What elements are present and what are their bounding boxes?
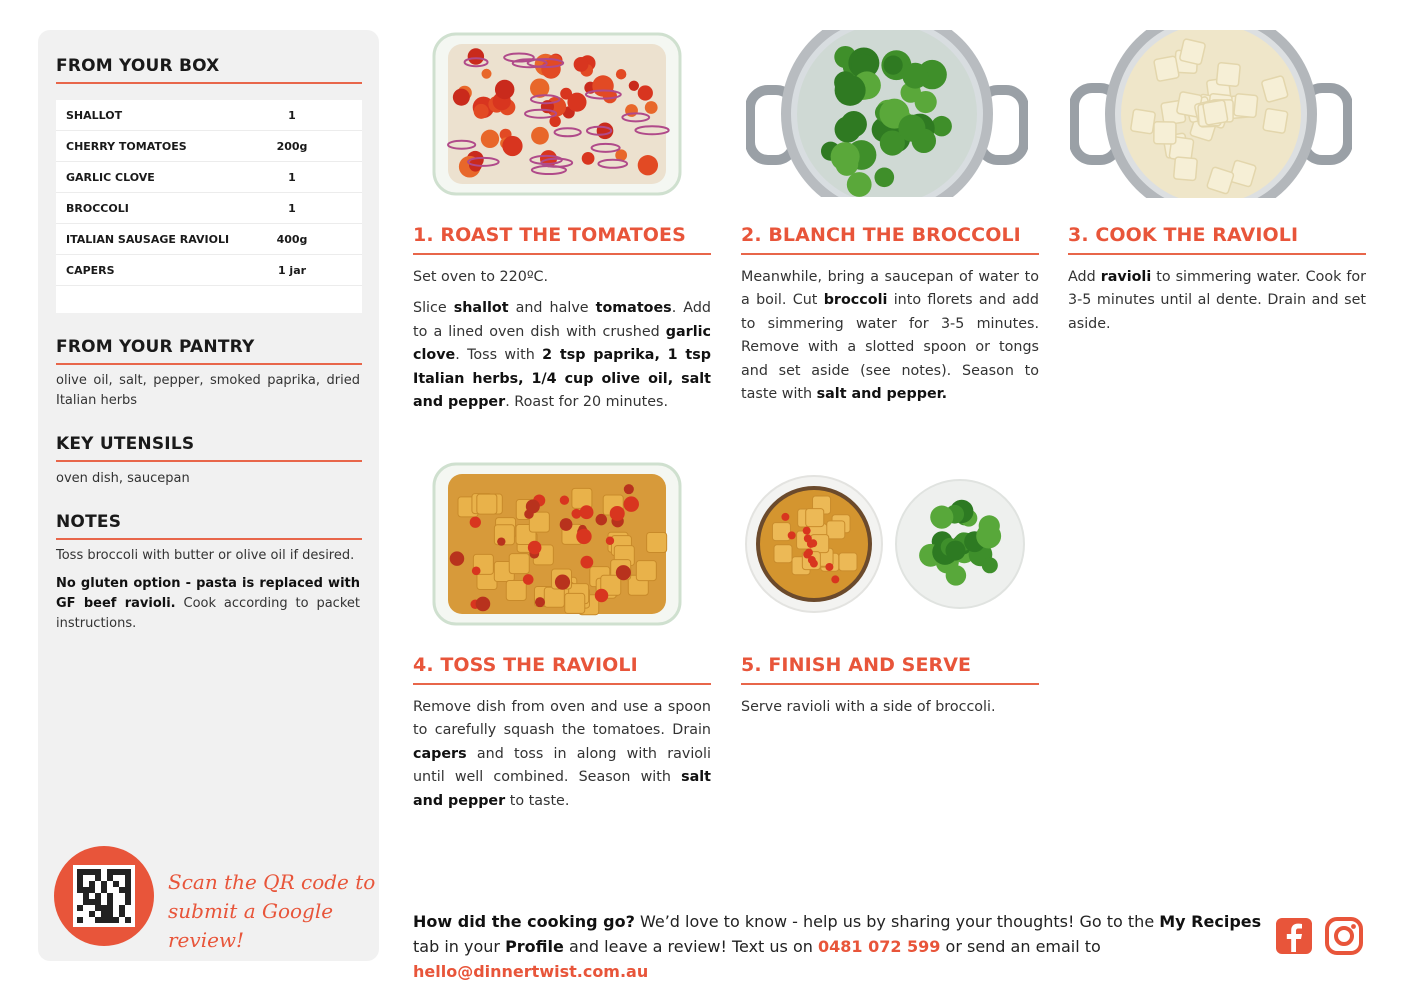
broccoli-pot-photo xyxy=(746,30,1028,198)
step-4-title: 4. TOSS THE RAVIOLI xyxy=(413,654,638,676)
photo-detail xyxy=(772,523,790,541)
photo-detail xyxy=(835,75,866,106)
text-run: tab in your xyxy=(413,937,506,956)
notes-bold: No gluten option - pasta is replaced with GF beef ravioli. xyxy=(56,576,360,611)
photo-detail xyxy=(884,55,903,74)
photo-detail xyxy=(982,557,998,573)
photo-detail xyxy=(468,48,484,64)
photo-detail xyxy=(945,541,965,561)
ingredients-table xyxy=(56,100,362,313)
text-run: ravioli xyxy=(1100,269,1152,285)
photo-detail xyxy=(531,127,549,145)
photo-detail xyxy=(528,541,542,555)
photo-detail xyxy=(629,81,639,91)
divider xyxy=(741,253,1039,255)
text-run: Remove dish from oven and use a spoon to carefully squash the tomatoes. Drain xyxy=(413,699,711,739)
text-run: We’d love to know - help us by sharing your thoughts! Go to the xyxy=(634,912,1160,931)
tossed-ravioli-photo xyxy=(430,460,684,628)
photo-detail xyxy=(572,488,592,508)
photo-detail xyxy=(576,529,591,544)
step-5-text xyxy=(741,696,1039,727)
text-run: 2 tsp paprika, 1 tsp Italian herbs, 1/4 cup olive oil, salt and pepper xyxy=(413,347,711,411)
ingredient-name: GARLIC CLOVE xyxy=(66,170,155,184)
photo-detail xyxy=(472,566,481,575)
text-run: capers xyxy=(413,745,467,762)
photo-detail xyxy=(1203,100,1228,125)
text-run: Serve ravioli with a side of broccoli. xyxy=(741,699,996,715)
text-run: . Toss with xyxy=(455,347,543,364)
pantry-text: olive oil, salt, pepper, smoked paprika, dried Italian herbs xyxy=(56,373,360,408)
photo-detail xyxy=(476,597,491,612)
photo-detail xyxy=(827,521,845,539)
facebook-icon[interactable] xyxy=(1274,916,1314,956)
text-run: salt and pepper. xyxy=(816,386,948,403)
text-run: Meanwhile, bring a saucepan of water to a boil. Cut xyxy=(741,269,1039,309)
photo-detail xyxy=(624,484,634,494)
photo-detail xyxy=(835,116,861,142)
photo-detail xyxy=(1154,122,1176,144)
utensils-text: oven dish, saucepan xyxy=(56,471,190,486)
photo-detail xyxy=(567,93,586,112)
photo-detail xyxy=(645,101,658,114)
step-1-paragraph-2 xyxy=(413,297,711,414)
qr-module xyxy=(125,917,131,923)
step-2-text xyxy=(741,266,1039,414)
photo-detail xyxy=(930,506,953,529)
photo-detail xyxy=(453,89,470,106)
photo-detail xyxy=(805,548,813,556)
step-4-text xyxy=(413,696,711,821)
divider xyxy=(56,82,362,84)
photo-detail xyxy=(574,57,589,72)
photo-detail xyxy=(565,593,585,613)
text-run: broccoli xyxy=(823,292,888,309)
photo-detail xyxy=(616,565,631,580)
text-run: and halve xyxy=(508,300,596,317)
contact-link[interactable]: 0481 072 599 xyxy=(817,937,941,956)
text-run: or send an email to xyxy=(940,937,1101,956)
photo-detail xyxy=(647,533,667,553)
photo-detail xyxy=(1263,108,1288,133)
photo-detail xyxy=(1179,39,1205,65)
photo-detail xyxy=(571,509,581,519)
step-1-text xyxy=(413,266,711,422)
photo-detail xyxy=(596,514,607,525)
photo-detail xyxy=(902,63,928,89)
photo-detail xyxy=(1216,63,1240,87)
step-5-title: 5. FINISH AND SERVE xyxy=(741,654,972,676)
photo-detail xyxy=(835,153,858,176)
photo-detail xyxy=(509,554,529,574)
photo-detail xyxy=(555,575,570,590)
sidebar xyxy=(38,30,379,961)
photo-detail xyxy=(482,69,492,79)
photo-detail xyxy=(535,597,545,607)
photo-detail xyxy=(825,563,833,571)
step-3-text xyxy=(1068,266,1366,344)
photo-detail xyxy=(497,537,505,545)
photo-detail xyxy=(560,518,573,531)
from-your-pantry-heading: FROM YOUR PANTRY xyxy=(56,337,255,357)
photo-detail xyxy=(1261,75,1288,102)
photo-detail xyxy=(481,130,499,148)
table-row xyxy=(56,224,362,255)
photo-detail xyxy=(450,551,464,565)
divider xyxy=(56,460,362,462)
photo-detail xyxy=(1234,94,1258,118)
notes-text-2 xyxy=(56,574,360,634)
divider xyxy=(56,363,362,365)
ravioli-pot-photo xyxy=(1070,30,1352,198)
notes-text-1: Toss broccoli with butter or olive oil if desired. xyxy=(56,548,355,563)
text-run: to simmering water. Cook for 3-5 minutes until al dente. Drain and set aside. xyxy=(1068,269,1366,332)
text-run: Profile xyxy=(505,937,564,956)
photo-detail xyxy=(526,499,540,513)
notes-rest: Cook according to packet instructions. xyxy=(56,596,360,631)
photo-detail xyxy=(595,589,608,602)
photo-detail xyxy=(638,155,658,175)
text-run: into florets and add to simmering water for 3-5 minutes. Remove with a slotted spoon or tongs and set aside (see notes). Season to taste with xyxy=(741,292,1040,403)
table-row xyxy=(56,193,362,224)
contact-link[interactable]: hello@dinnertwist.com.au xyxy=(413,962,649,981)
photo-detail xyxy=(1130,109,1155,134)
photo-detail xyxy=(806,509,824,527)
step-2-paragraph-1 xyxy=(741,266,1039,406)
photo-detail xyxy=(774,545,792,563)
text-run: tomatoes xyxy=(595,300,672,317)
photo-detail xyxy=(502,136,522,156)
photo-detail xyxy=(638,85,653,100)
divider xyxy=(413,683,711,685)
photo-detail xyxy=(636,561,656,581)
text-run: Add xyxy=(1068,269,1101,285)
text-run: Slice xyxy=(413,300,454,317)
photo-detail xyxy=(810,560,818,568)
table-row xyxy=(56,131,362,162)
photo-detail xyxy=(606,537,614,545)
text-run: shallot xyxy=(453,300,509,317)
ingredient-qty: 1 xyxy=(288,201,296,215)
ingredient-name: CAPERS xyxy=(66,263,115,277)
text-run: salt and pepper xyxy=(413,769,711,809)
ingredient-name: ITALIAN SAUSAGE RAVIOLI xyxy=(66,232,230,246)
text-run: garlic clove xyxy=(413,323,711,364)
divider xyxy=(1068,253,1366,255)
photo-detail xyxy=(976,524,1001,549)
ingredient-qty: 400g xyxy=(276,232,308,246)
qr-caption xyxy=(168,868,379,955)
feedback-footer xyxy=(413,909,1263,984)
ingredient-qty: 1 jar xyxy=(277,263,307,277)
photo-detail xyxy=(623,496,638,511)
photo-detail xyxy=(523,574,534,585)
photo-detail xyxy=(803,527,811,535)
step-1-title: 1. ROAST THE TOMATOES xyxy=(413,224,686,246)
qr-caption-line-1: Scan the QR code to xyxy=(168,870,376,894)
photo-detail xyxy=(580,505,594,519)
photo-detail xyxy=(616,69,626,79)
step-2-title: 2. BLANCH THE BROCCOLI xyxy=(741,224,1021,246)
step-5-paragraph-1 xyxy=(741,696,1039,719)
table-row xyxy=(56,162,362,193)
ingredient-qty: 1 xyxy=(288,108,296,122)
photo-detail xyxy=(474,104,489,119)
ingredient-name: SHALLOT xyxy=(66,108,123,122)
from-your-box-heading: FROM YOUR BOX xyxy=(56,56,220,76)
ingredient-name: BROCCOLI xyxy=(66,201,129,215)
text-run: to taste. xyxy=(505,792,570,809)
roast-tomatoes-photo xyxy=(430,30,684,198)
photo-detail xyxy=(1154,56,1180,82)
step-3-paragraph-1 xyxy=(1068,266,1366,336)
photo-detail xyxy=(610,506,625,521)
served-dish-photo xyxy=(744,474,1030,614)
instagram-icon[interactable] xyxy=(1324,916,1364,956)
photo-detail xyxy=(580,556,593,569)
table-row xyxy=(56,255,362,286)
photo-detail xyxy=(831,575,839,583)
step-3-title: 3. COOK THE RAVIOLI xyxy=(1068,224,1299,246)
qr-code-badge[interactable] xyxy=(54,846,154,946)
divider xyxy=(56,538,362,540)
text-run: and leave a review! Text us on xyxy=(563,937,818,956)
photo-detail xyxy=(560,496,569,505)
table-row xyxy=(56,100,362,131)
photo-detail xyxy=(506,580,526,600)
text-run: My Recipes xyxy=(1159,912,1262,931)
step-1-paragraph-1: Set oven to 220ºC. xyxy=(413,269,549,285)
ingredient-qty: 1 xyxy=(288,170,296,184)
text-run: How did the cooking go? xyxy=(413,912,635,931)
photo-detail xyxy=(1174,157,1198,181)
divider xyxy=(741,683,1039,685)
photo-detail xyxy=(874,167,894,187)
photo-detail xyxy=(582,152,595,165)
photo-detail xyxy=(781,513,789,521)
photo-detail xyxy=(839,553,857,571)
divider xyxy=(413,253,711,255)
step-4-paragraph-1 xyxy=(413,696,711,813)
qr-caption-line-2: submit a Google review! xyxy=(168,899,334,952)
text-run: . Add to a lined oven dish with crushed xyxy=(413,300,711,340)
photo-detail xyxy=(544,587,564,607)
photo-detail xyxy=(847,172,872,197)
photo-detail xyxy=(470,517,481,528)
photo-detail xyxy=(477,494,497,514)
photo-detail xyxy=(788,531,796,539)
photo-detail xyxy=(898,115,925,142)
qr-code-icon[interactable] xyxy=(73,865,135,927)
photo-detail xyxy=(592,75,613,96)
ingredient-qty: 200g xyxy=(276,139,308,153)
text-run: . Roast for 20 minutes. xyxy=(505,394,669,411)
notes-heading: NOTES xyxy=(56,512,122,532)
key-utensils-heading: KEY UTENSILS xyxy=(56,434,195,454)
photo-detail xyxy=(495,80,514,99)
ingredient-name: CHERRY TOMATOES xyxy=(66,139,187,153)
text-run: and toss in along with ravioli until well combined. Season with xyxy=(413,745,711,786)
photo-detail xyxy=(809,539,817,547)
